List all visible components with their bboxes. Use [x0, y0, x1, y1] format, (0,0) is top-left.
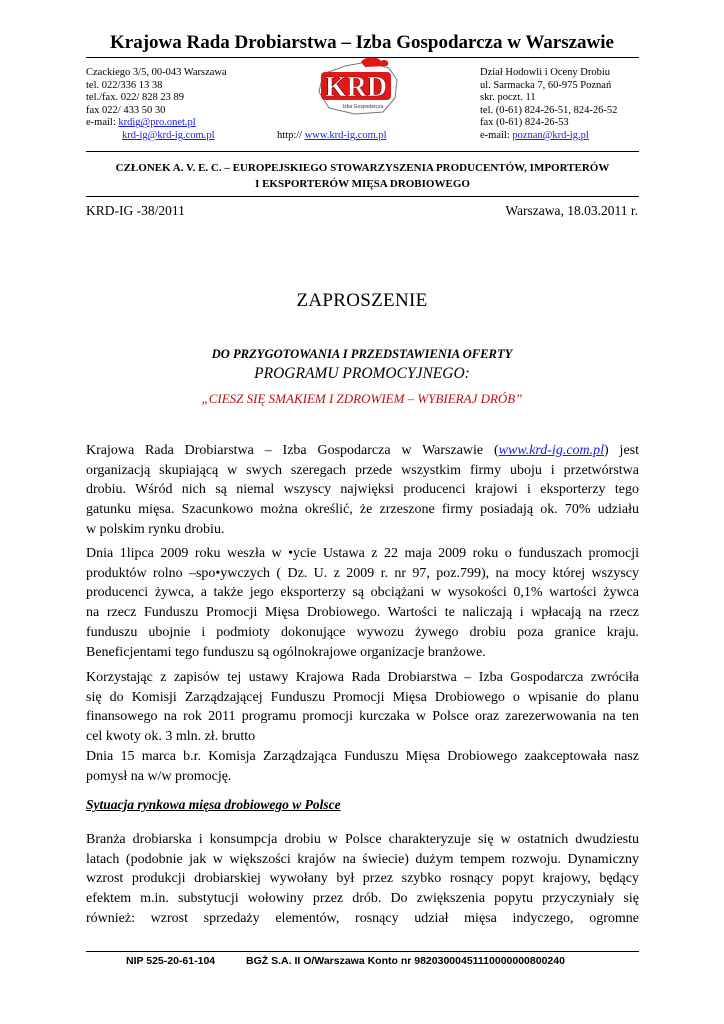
para4-line-4: efektem m.in. substytucji wołowiny przez drób. Do zwiększenia popytu przyczyniały się	[86, 891, 639, 907]
para4-line-1: Branża drobiarska i konsumpcja drobiu w Polsce charakteryzuje się w ostatnich dwudziestu	[86, 832, 639, 847]
letter-date: Warszawa, 18.03.2011 r.	[505, 203, 638, 218]
dept-email-link[interactable]: poznan@krd-ig.pl	[512, 129, 589, 141]
para3-line-5: Dnia 15 marca b.r. Komisja Zarządzająca Funduszu Mięsa Drobiowego zaakceptowała nasz	[86, 748, 639, 764]
dept-name: Dział Hodowli i Oceny Drobiu	[480, 67, 611, 78]
logo-subtext: Izba Gospodarcza	[342, 104, 384, 110]
para2-line-1: Dnia 1lipca 2009 roku weszła w •ycie Ustawa z 22 maja 2009 roku o funduszach promocji	[86, 546, 639, 561]
para1-line-1: Krajowa Rada Drobiarstwa – Izba Gospodarcza w Warszawie (www.krd-ig.com.pl) jest	[86, 443, 639, 458]
website-row: http:// www.krd-ig.com.pl	[277, 130, 387, 141]
paragraph-3	[86, 668, 639, 786]
dept-email-row: e-mail: poznan@krd-ig.pl	[480, 129, 589, 141]
membership-note	[86, 160, 639, 192]
para4-line-3: wzrost produkcji drobiarskiej wywołany był przez szybko rosnący popyt krajowy, będący	[86, 871, 639, 887]
subtitle-2: PROGRAMU PROMOCYJNEGO:	[254, 365, 470, 382]
subtitle-1: DO PRZYGOTOWANIA I PRZEDSTAWIENIA OFERTY	[211, 347, 513, 361]
address-right	[480, 67, 617, 143]
dept-pobox: skr. poczt. 11	[480, 92, 536, 104]
para1-line-4: gatunku mięsa. Szacunkowo można określić, że zrzeszone firmy posiadają ok. 70% udziału	[86, 502, 639, 518]
website-inline-link[interactable]: www.krd-ig.com.pl	[498, 443, 605, 458]
krd-logo	[315, 56, 403, 118]
address-phone-fax: tel./fax. 022/ 828 23 89	[86, 92, 184, 104]
krd-logo-graphic	[315, 56, 403, 118]
para3-line-2: się do Komisji Zarządzającej Funduszu Promocji Mięsa Drobiowego o wpisanie do planu	[86, 689, 639, 705]
para3-line-1: Korzystając z zapisów tej ustawy Krajowa Rada Drobiarstwa – Izba Gospodarcza zwróciła	[86, 670, 639, 685]
reference-number: KRD-IG -38/2011	[86, 203, 185, 218]
membership-line-1: CZŁONEK A. V. E. C. – EUROPEJSKIEGO STOWARZYSZENIA PRODUCENTÓW, IMPORTERÓW	[115, 162, 610, 174]
footer-divider	[86, 951, 639, 952]
para4-line-5: również: wzrost sprzedaży elementów, rosnący udział mięsa indyczego, ogromne	[86, 910, 639, 926]
para4-line-2: latach (podobnie jak w większości krajów na świecie) dużym tempem rozwoju. Dynamiczny	[86, 851, 639, 867]
para3-line-6: pomysł na w/w promocję.	[86, 768, 232, 784]
address-street: Czackiego 3/5, 00-043 Warszawa	[86, 67, 227, 78]
dept-fax: fax (0-61) 824-26-53	[480, 117, 569, 129]
email-link-2[interactable]: krd-ig@krd-ig.com.pl	[122, 129, 215, 141]
logo-text: KRD	[324, 72, 388, 103]
para2-line-2: produktów rolno –spo•ywczych ( Dz. U. z 2009 r. nr 97, poz.799), na mocy której wszyscy	[86, 565, 639, 581]
email-link-1[interactable]: krdig@pro.onet.pl	[118, 117, 196, 129]
para2-line-4: na rzecz Funduszu Promocji Mięsa Drobiowego. Wartości te naliczają i wpłacają na rzecz	[86, 605, 639, 621]
address-phone: tel. 022/336 13 38	[86, 79, 163, 91]
document-title: ZAPROSZENIE	[296, 290, 428, 311]
para2-line-6: Beneficjentami tego funduszu są ogólnokrajowe organizacje branżowe.	[86, 644, 486, 660]
dept-phone: tel. (0-61) 824-26-51, 824-26-52	[480, 104, 618, 116]
paragraph-1	[86, 441, 639, 540]
address-email-row-2	[86, 130, 227, 143]
paragraph-2	[86, 544, 639, 662]
paragraph-4	[86, 830, 639, 929]
header-divider	[86, 151, 639, 152]
letterhead-title: Krajowa Rada Drobiarstwa – Izba Gospodarcza w Warszawie	[109, 32, 614, 53]
para3-line-3: finansowego na rok 2011 programu promocji kurczaka w Polsce oraz zarezerwowania na ten	[86, 709, 639, 725]
footer	[86, 955, 639, 967]
footer-nip: NIP 525-20-61-104	[126, 955, 216, 967]
para1-line-5: w polskim rynku drobiu.	[86, 521, 225, 537]
membership-divider	[86, 196, 639, 197]
program-name: „CIESZ SIĘ SMAKIEM I ZDROWIEM – WYBIERAJ DRÓB”	[201, 391, 523, 406]
para2-line-3: producenci żywca, a także jego eksporterzy są obciążani w wysokości 0,1% wartości żywca	[86, 585, 639, 601]
address-left	[86, 67, 227, 143]
para2-line-5: funduszu ubojnie i podmioty dokonujące wywozu żywego drobiu poza granice kraju.	[86, 624, 639, 640]
para1-line-2: organizacją skupiającą w swych szeregach przede wszystkim firmy uboju i przetwórstwa	[86, 462, 639, 478]
website-link[interactable]: www.krd-ig.com.pl	[304, 130, 387, 141]
address-fax: fax 022/ 433 50 30	[86, 104, 166, 116]
membership-line-2: I EKSPORTERÓW MIĘSA DROBIOWEGO	[255, 178, 470, 190]
para1-line-3: drobiu. Wśród nich są niemal wszyscy najwięksi producenci krajowi i eksporterzy tego	[86, 482, 639, 498]
footer-bank-account: BGŻ S.A. II O/Warszawa Konto nr 98203000451110000000800240	[246, 955, 565, 967]
dept-street: ul. Sarmacka 7, 60-975 Poznań	[480, 79, 612, 91]
address-email-row: e-mail: krdig@pro.onet.pl	[86, 117, 196, 129]
section-heading: Sytuacja rynkowa mięsa drobiowego w Polsce	[86, 797, 341, 812]
para3-line-4: cel kwoty ok. 3 mln. zł. brutto	[86, 729, 256, 745]
